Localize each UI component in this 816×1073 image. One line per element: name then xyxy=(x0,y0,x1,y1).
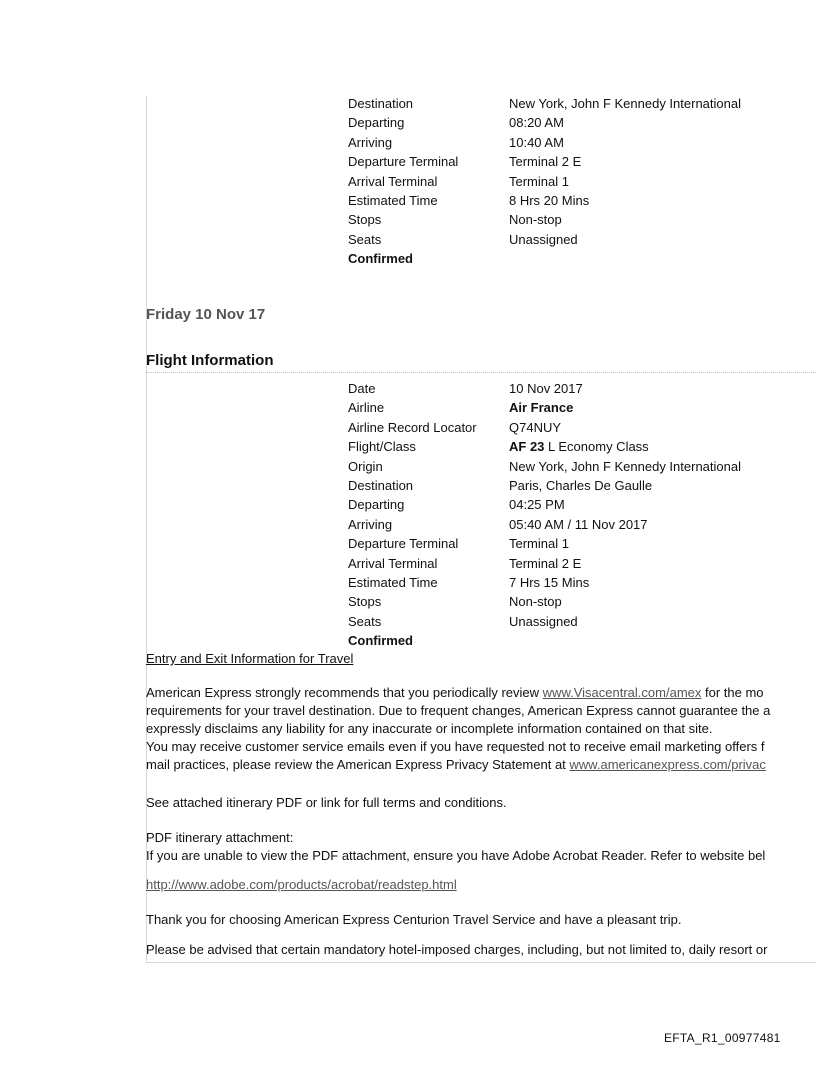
detail-label: Flight/Class xyxy=(348,439,416,455)
segment-2-status: Confirmed xyxy=(348,633,413,648)
visa-text: for the mo xyxy=(701,685,764,700)
email-line-1: You may receive customer service emails even if you have requested not to receive email marketing offers f xyxy=(146,739,765,754)
detail-value: 10 Nov 2017 xyxy=(509,381,583,396)
detail-label: Seats xyxy=(348,231,382,247)
flight-class xyxy=(509,437,649,456)
detail-value: Terminal 2 E xyxy=(509,555,582,571)
email-line-2 xyxy=(146,756,816,774)
detail-value: 7 Hrs 15 Mins xyxy=(509,574,590,590)
detail-label: Seats xyxy=(348,613,382,629)
detail-label: Departing xyxy=(348,497,405,513)
thanks-paragraph: Thank you for choosing American Express Centurion Travel Service and have a pleasant trip. xyxy=(146,912,682,927)
detail-label: Destination xyxy=(348,96,414,111)
pdf-line-2: If you are unable to view the PDF attachment, ensure you have Adobe Acrobat Reader. Refer to website bel xyxy=(146,848,766,863)
detail-label: Destination xyxy=(348,477,414,493)
visa-line-3: expressly disclaims any liability for any inaccurate or incomplete information contained on that site. xyxy=(146,721,713,736)
visa-line-2: requirements for your travel destination. Due to frequent changes, American Express cannot guarantee the a xyxy=(146,703,771,718)
detail-label: Departure Terminal xyxy=(348,536,459,552)
detail-label: Date xyxy=(348,381,376,396)
detail-value: Terminal 1 xyxy=(509,173,569,189)
airline-name: Air France xyxy=(509,400,574,416)
detail-value: Unassigned xyxy=(509,613,578,629)
detail-value: Unassigned xyxy=(509,231,578,247)
detail-label: Stops xyxy=(348,594,382,610)
terms-paragraph: See attached itinerary PDF or link for full terms and conditions. xyxy=(146,795,507,810)
email-text: mail practices, please review the American Express Privacy Statement at xyxy=(146,757,570,772)
detail-value: Terminal 1 xyxy=(509,536,569,552)
date-heading: Friday 10 Nov 17 xyxy=(146,306,266,323)
detail-value: Non-stop xyxy=(509,212,562,228)
detail-label: Airline xyxy=(348,400,385,416)
record-locator: Q74NUY xyxy=(509,419,562,435)
detail-label: Arriving xyxy=(348,516,393,532)
detail-label: Arrival Terminal xyxy=(348,555,438,571)
detail-value: Terminal 2 E xyxy=(509,154,582,170)
detail-value: Non-stop xyxy=(509,594,562,610)
entry-exit-heading: Entry and Exit Information for Travel xyxy=(146,651,354,666)
detail-label: Airline Record Locator xyxy=(348,419,477,435)
document-id: EFTA_R1_00977481 xyxy=(664,1031,781,1045)
detail-value: New York, John F Kennedy International xyxy=(509,458,741,474)
detail-label: Departing xyxy=(348,115,405,131)
detail-label: Departure Terminal xyxy=(348,154,459,170)
visa-line-1 xyxy=(146,684,816,702)
section-heading: Flight Information xyxy=(146,352,816,373)
detail-label: Stops xyxy=(348,212,382,228)
detail-label: Arrival Terminal xyxy=(348,173,438,189)
adobe-link[interactable]: http://www.adobe.com/products/acrobat/readstep.html xyxy=(146,877,457,892)
adobe-paragraph xyxy=(146,876,816,894)
detail-value: 04:25 PM xyxy=(509,497,565,513)
detail-value: 10:40 AM xyxy=(509,134,564,150)
visa-paragraph xyxy=(146,684,816,738)
detail-value: 05:40 AM / 11 Nov 2017 xyxy=(509,516,648,532)
email-paragraph xyxy=(146,738,816,774)
segment-1-status: Confirmed xyxy=(348,251,413,266)
detail-label: Estimated Time xyxy=(348,574,438,590)
hotel-charges-paragraph: Please be advised that certain mandatory hotel-imposed charges, including, but not limited to, daily resort or xyxy=(146,942,768,957)
detail-value: New York, John F Kennedy International xyxy=(509,96,741,111)
pdf-paragraph xyxy=(146,829,816,865)
detail-label: Estimated Time xyxy=(348,192,438,208)
visacentral-link[interactable]: www.Visacentral.com/amex xyxy=(542,685,702,700)
pdf-line-1: PDF itinerary attachment: xyxy=(146,830,294,845)
detail-label: Arriving xyxy=(348,134,393,150)
detail-label: Origin xyxy=(348,458,383,474)
privacy-link[interactable]: www.americanexpress.com/privac xyxy=(569,757,766,772)
flight-number: AF 23 xyxy=(509,439,545,455)
detail-value: 08:20 AM xyxy=(509,115,564,131)
travel-class: L Economy Class xyxy=(544,439,649,455)
visa-text: American Express strongly recommends that you periodically review xyxy=(146,685,543,700)
detail-value: Paris, Charles De Gaulle xyxy=(509,477,653,493)
detail-value: 8 Hrs 20 Mins xyxy=(509,192,590,208)
